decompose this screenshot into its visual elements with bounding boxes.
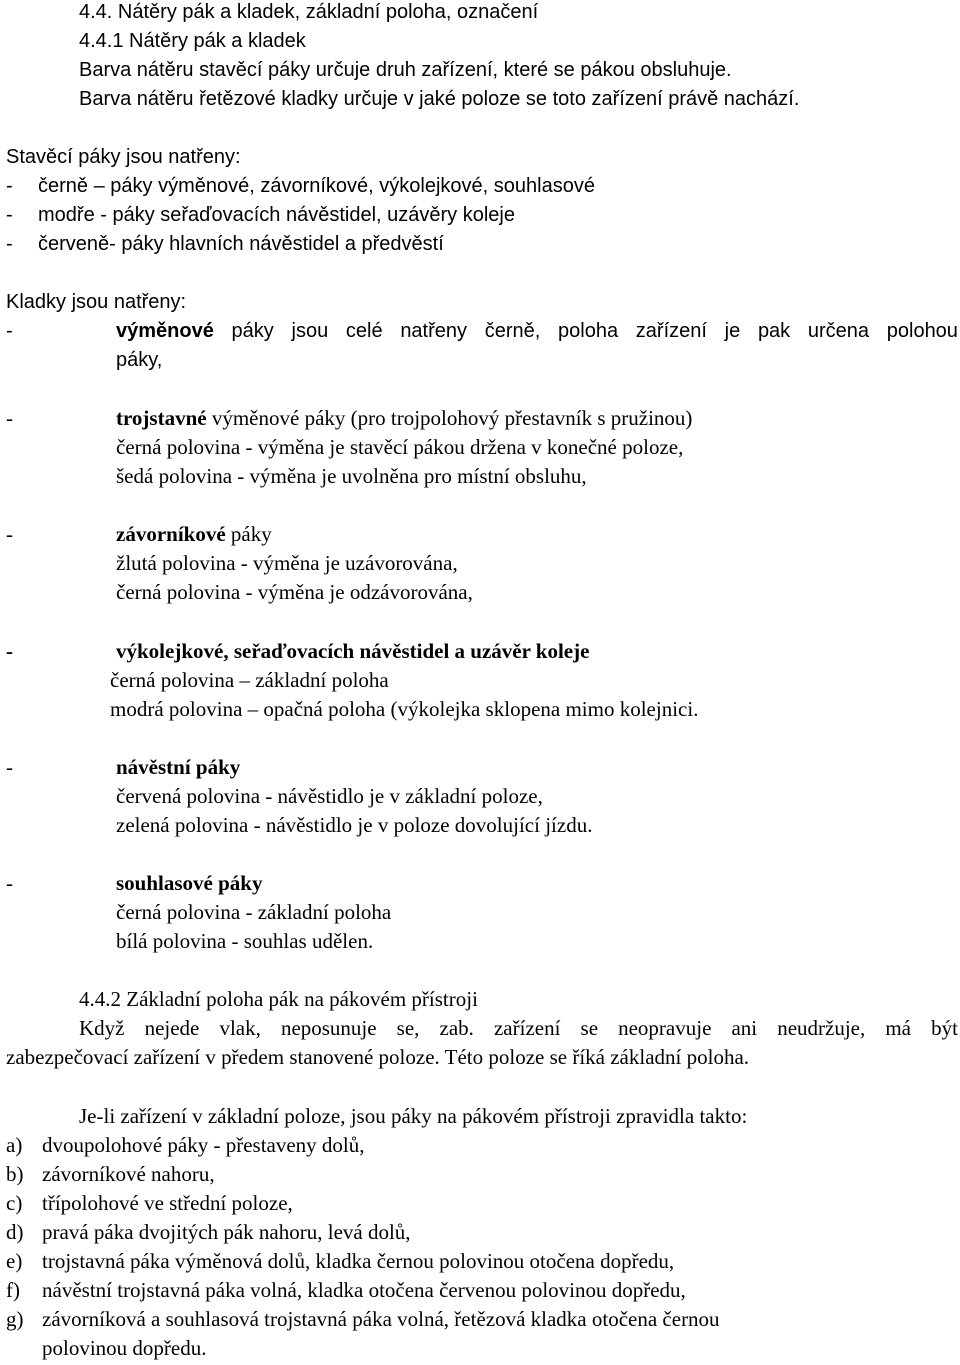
bold-term: závorníkové xyxy=(116,522,226,546)
word: určena xyxy=(807,320,870,342)
list-marker: b) xyxy=(6,1162,24,1186)
word: zab. xyxy=(439,1016,474,1040)
justified-line xyxy=(79,1018,958,1039)
word: neudržuje, xyxy=(777,1016,866,1040)
word: je xyxy=(724,320,741,342)
word: neopravuje xyxy=(618,1016,712,1040)
paragraph-line: zabezpečovací zařízení v předem stanovené poloze. Této poloze se říká základní poloha. xyxy=(6,1045,750,1069)
list-dash: - xyxy=(6,406,13,430)
word: páky xyxy=(231,320,274,342)
word: zařízení xyxy=(493,1016,561,1040)
pulley-item-line: černá polovina - základní poloha xyxy=(116,900,392,924)
word: poloha xyxy=(558,320,619,342)
lever-item-text: modře - páky seřaďovacích návěstidel, uzávěry koleje xyxy=(38,204,515,226)
list-item-text: závorníkové nahoru, xyxy=(42,1162,215,1186)
word: nejede xyxy=(144,1016,200,1040)
justified-line xyxy=(116,321,958,341)
lever-item-text: černě – páky výměnové, závorníkové, výkolejkové, souhlasové xyxy=(38,175,595,197)
list-dash: - xyxy=(6,175,13,197)
list-item-text: trojstavná páka výměnová dolů, kladka černou polovinou otočena dopředu, xyxy=(42,1249,675,1273)
pulley-item-line: zelená polovina - návěstidlo je v poloze dovolující jízdu. xyxy=(116,813,593,837)
bold-term: výměnové xyxy=(116,320,214,342)
paragraph-line: Je-li zařízení v základní poloze, jsou páky na pákovém přístroji zpravidla takto: xyxy=(79,1104,748,1128)
bold-term: výkolejkové, seřaďovacích návěstidel a uzávěr koleje xyxy=(116,639,590,663)
pulley-item-line: černá polovina - výměna je stavěcí pákou držena v konečné poloze, xyxy=(116,435,684,459)
list-item-text: dvoupolohové páky - přestaveny dolů, xyxy=(42,1133,365,1157)
word: jsou xyxy=(291,320,329,342)
list-marker: g) xyxy=(6,1307,24,1331)
list-dash: - xyxy=(6,320,13,342)
bold-term: trojstavné xyxy=(116,406,207,430)
intro-line-2: Barva nátěru řetězové kladky určuje v jaké poloze se toto zařízení právě nachází. xyxy=(79,88,800,110)
pulley-item-line: modrá polovina – opačná poloha (výkolejka sklopena mimo kolejnici. xyxy=(110,697,699,721)
subsection-title: 4.4.1 Nátěry pák a kladek xyxy=(79,30,306,52)
item-text: páky xyxy=(225,522,272,546)
item-text: výměnové páky (pro trojpolohový přestavník s pružinou) xyxy=(206,406,693,430)
list-item-text: návěstní trojstavná páka volná, kladka otočena červenou polovinou dopředu, xyxy=(42,1278,686,1302)
list-item-continuation: polovinou dopředu. xyxy=(42,1336,207,1360)
word: ani xyxy=(731,1016,758,1040)
list-dash: - xyxy=(6,233,13,255)
bold-term: návěstní páky xyxy=(116,755,241,779)
pulleys-heading: Kladky jsou natřeny: xyxy=(6,291,187,313)
list-marker: c) xyxy=(6,1191,23,1215)
pulley-item-line: černá polovina - výměna je odzávorována, xyxy=(116,580,473,604)
pulley-item-line: šedá polovina - výměna je uvolněna pro místní obsluhu, xyxy=(116,464,587,488)
list-dash: - xyxy=(6,639,13,663)
word: polohou xyxy=(886,320,958,342)
list-dash: - xyxy=(6,204,13,226)
list-item-text: pravá páka dvojitých pák nahoru, levá dolů, xyxy=(42,1220,411,1244)
list-marker: a) xyxy=(6,1133,23,1157)
list-dash: - xyxy=(6,755,13,779)
list-marker: d) xyxy=(6,1220,24,1244)
pulley-item-line: bílá polovina - souhlas udělen. xyxy=(116,929,374,953)
word: se xyxy=(580,1016,599,1040)
word: neposunuje xyxy=(280,1016,377,1040)
section-title: 4.4. Nátěry pák a kladek, základní poloha, označení xyxy=(79,1,539,23)
pulley-item-line: páky, xyxy=(116,349,163,371)
subsection-title-442: 4.4.2 Základní poloha pák na pákovém přístroji xyxy=(79,987,478,1011)
pulley-item-line: žlutá polovina - výměna je uzávorována, xyxy=(116,551,458,575)
list-dash: - xyxy=(6,522,13,546)
intro-line-1: Barva nátěru stavěcí páky určuje druh zařízení, které se pákou obsluhuje. xyxy=(79,59,732,81)
word: zařízení xyxy=(635,320,707,342)
word: se, xyxy=(396,1016,420,1040)
word: natřeny xyxy=(400,320,468,342)
word: černě, xyxy=(484,320,541,342)
list-marker: e) xyxy=(6,1249,23,1273)
lever-item-text: červeně- páky hlavních návěstidel a předvěstí xyxy=(38,233,444,255)
word: má xyxy=(885,1016,911,1040)
word: vlak, xyxy=(219,1016,261,1040)
list-marker: f) xyxy=(6,1278,20,1302)
pulley-item-line: černá polovina – základní poloha xyxy=(110,668,389,692)
word: pak xyxy=(757,320,791,342)
list-item-text: závorníková a souhlasová trojstavná páka volná, řetězová kladka otočena černou xyxy=(42,1307,720,1331)
word: Když xyxy=(79,1016,125,1040)
word: být xyxy=(931,1016,958,1040)
pulley-item-line: červená polovina - návěstidlo je v základní poloze, xyxy=(116,784,543,808)
list-item-text: třípolohové ve střední poloze, xyxy=(42,1191,293,1215)
list-dash: - xyxy=(6,871,13,895)
levers-heading: Stavěcí páky jsou natřeny: xyxy=(6,146,241,168)
bold-term: souhlasové páky xyxy=(116,871,263,895)
word: celé xyxy=(345,320,383,342)
